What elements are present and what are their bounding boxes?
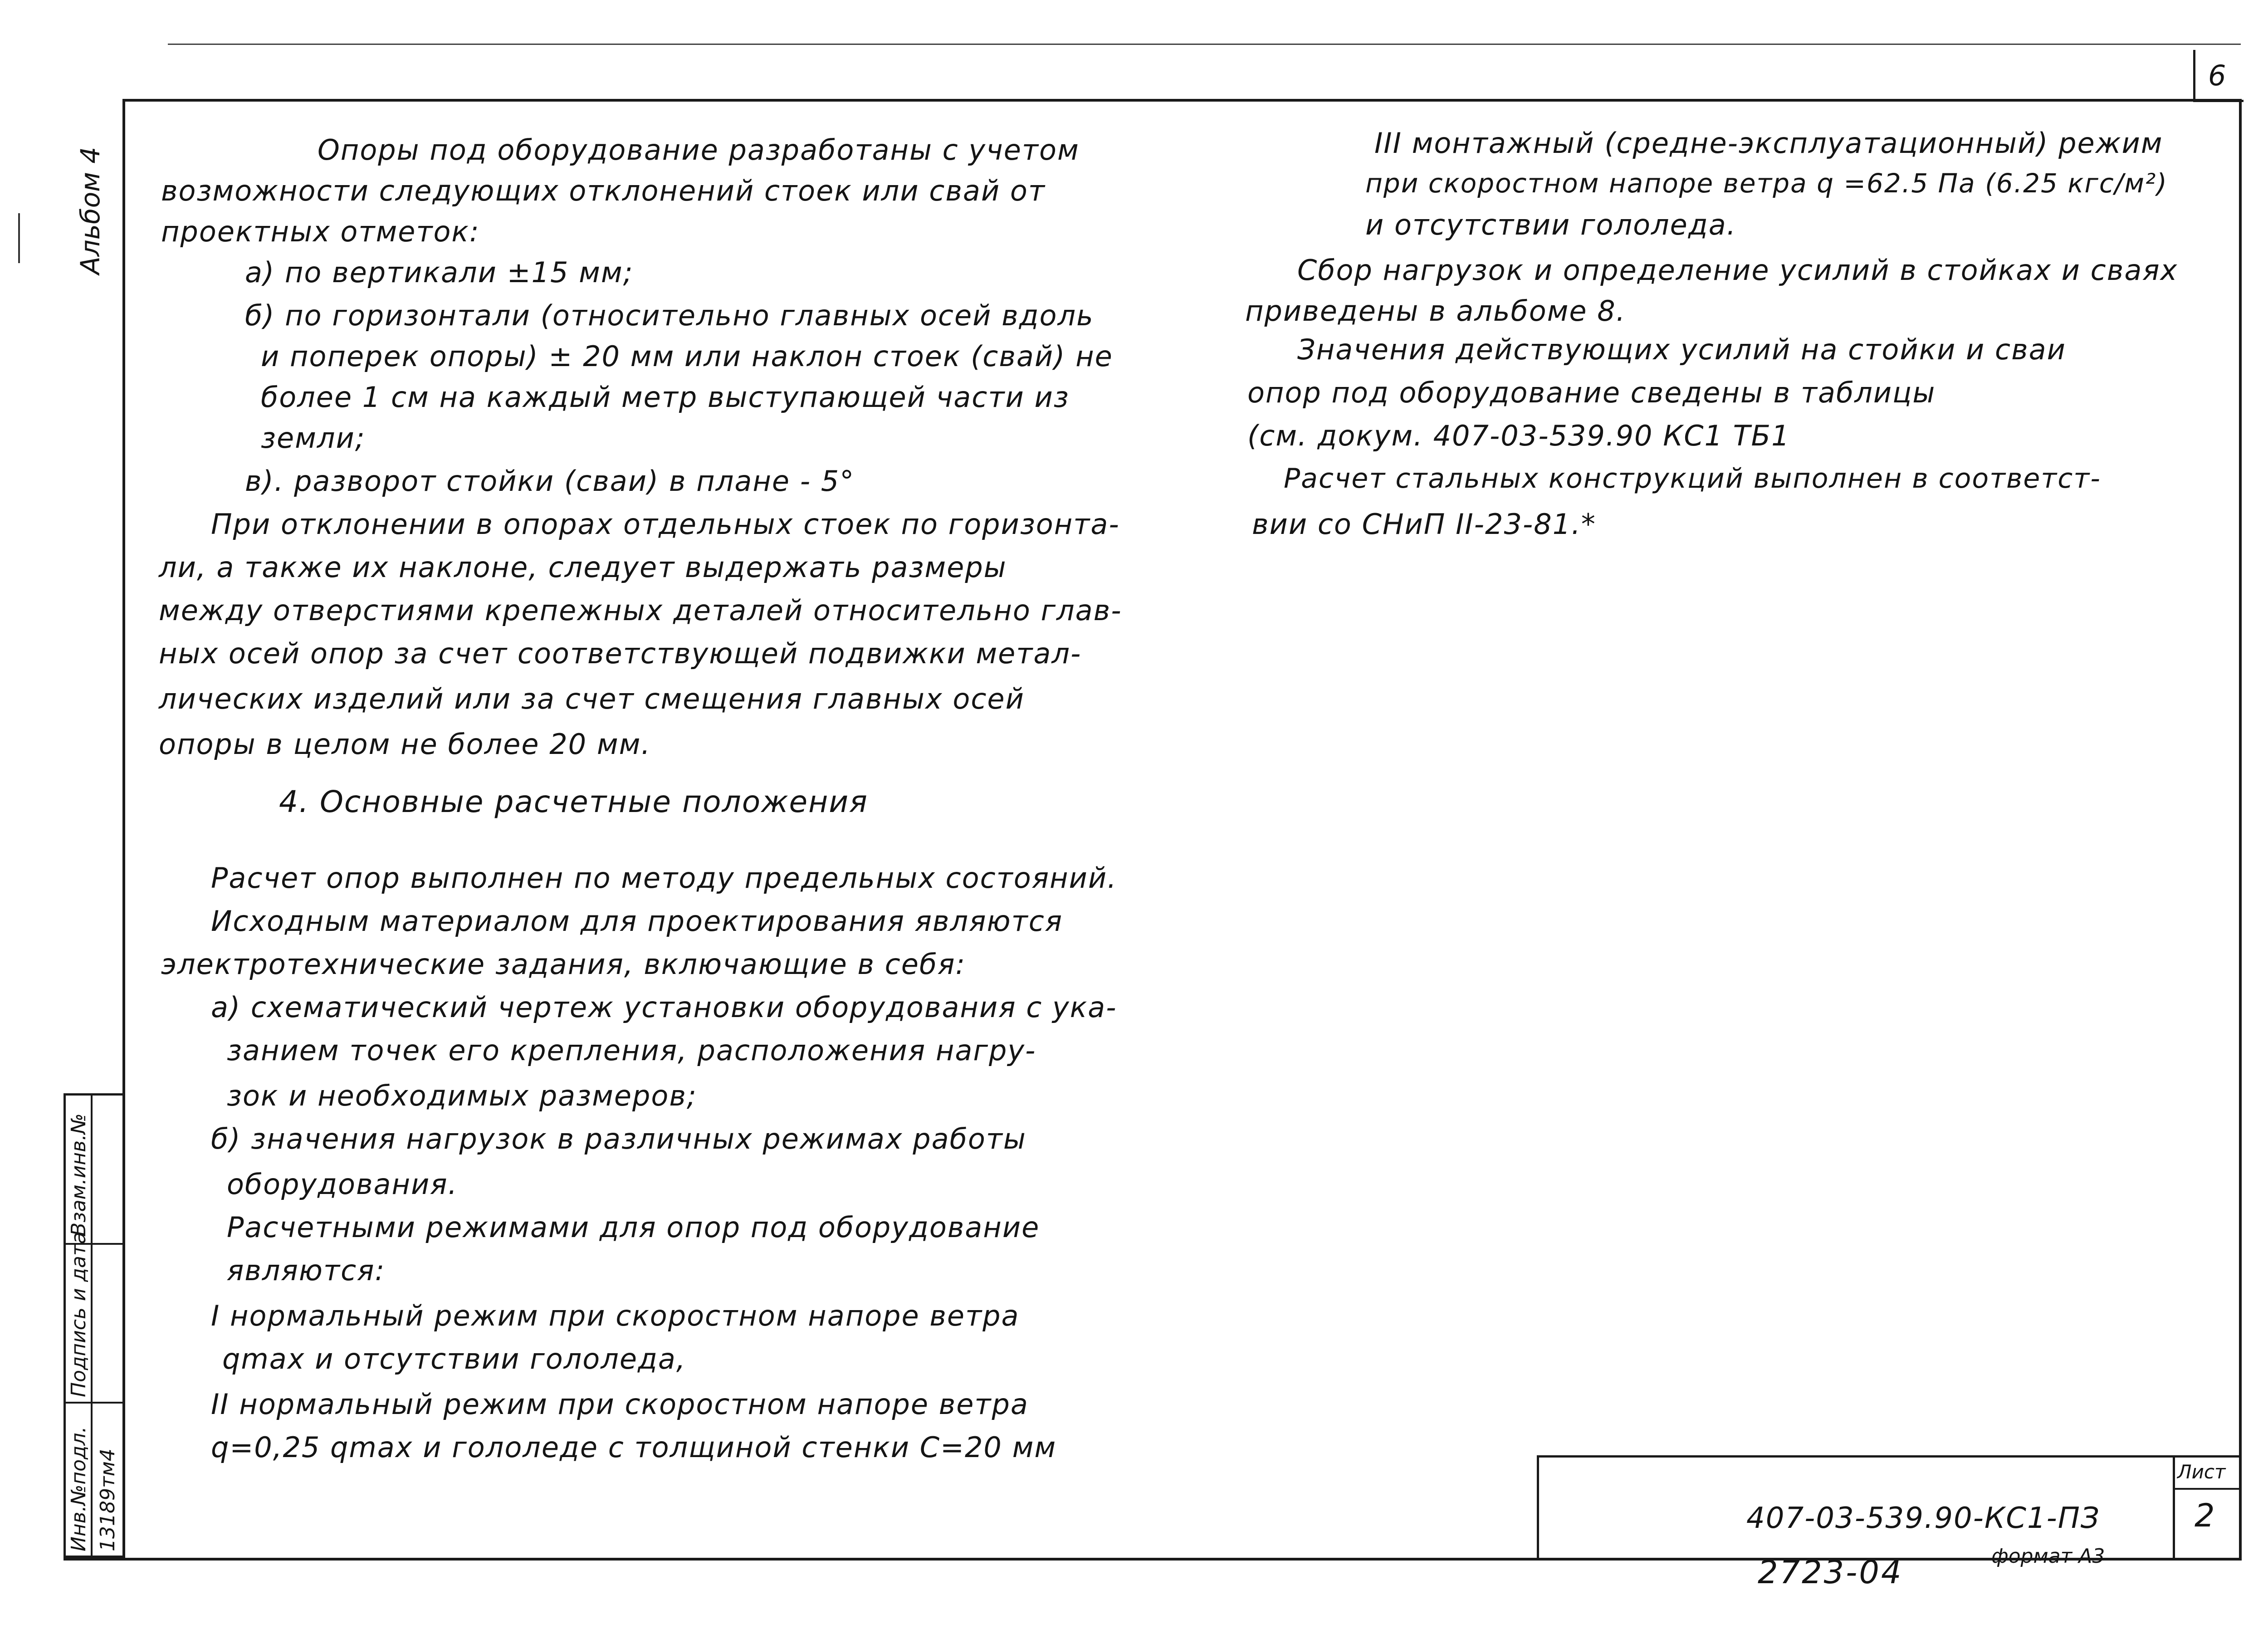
left-line-7: более 1 см на каждый метр выступающей части из — [261, 381, 1070, 414]
top-border-line — [168, 44, 2241, 45]
stamp-vzam: Взам.инв.№ — [67, 1113, 90, 1236]
stamp-divider-v — [91, 1093, 93, 1558]
frame-left — [122, 99, 125, 1561]
stamp-podpis: Подпись и дата — [67, 1232, 90, 1397]
left-line-9: в). разворот стойки (сваи) в плане - 5° — [245, 465, 855, 498]
right-line-3: и отсутствии гололеда. — [1365, 208, 1737, 241]
album-tick — [18, 213, 20, 263]
left2-line-7: б) значения нагрузок в различных режимах работы — [211, 1122, 1026, 1155]
left2-line-9: Расчетными режимами для опор под оборудование — [227, 1211, 1040, 1244]
left-line-2: возможности следующих отклонений стоек или свай от — [161, 174, 1046, 207]
document-code: 407-03-539.90-КС1-ПЗ — [1746, 1502, 2100, 1535]
left-line-1: Опоры под оборудование разработаны с учетом — [318, 133, 1080, 166]
left-line-15: опоры в целом не более 20 мм. — [159, 728, 651, 761]
left2-line-6: зок и необходимых размеров; — [227, 1079, 697, 1112]
left2-line-2: Исходным материалом для проектирования являются — [211, 905, 1063, 938]
copy-number: 2723-04 — [1758, 1554, 1903, 1591]
corner-page-number: 6 — [2208, 59, 2226, 92]
left2-line-12: qmax и отсутствии гололеда, — [222, 1342, 686, 1375]
stamp-inv-label: Инв.№подл. — [67, 1426, 90, 1551]
right-line-8: (см. докум. 407-03-539.90 КС1 ТБ1 — [1247, 419, 1790, 452]
left2-line-10: являются: — [227, 1254, 386, 1287]
left2-line-3: электротехнические задания, включающие в себя: — [161, 948, 966, 981]
left2-line-5: занием точек его крепления, расположения нагру- — [227, 1034, 1036, 1067]
left2-line-8: оборудования. — [227, 1168, 458, 1201]
left-line-13: ных осей опор за счет соответствующей подвижки метал- — [159, 637, 1082, 670]
stamp-divider-2 — [64, 1402, 122, 1404]
left-line-10: При отклонении в опорах отдельных стоек по горизонта- — [211, 508, 1120, 541]
left-line-12: между отверстиями крепежных деталей относительно глав- — [159, 594, 1122, 627]
section-heading: 4. Основные расчетные положения — [279, 784, 868, 819]
stamp-inv-value: 13189тм4 — [96, 1448, 119, 1551]
left-line-4: а) по вертикали ±15 мм; — [245, 256, 634, 289]
title-block-divider — [2173, 1455, 2175, 1561]
album-label: Альбом 4 — [75, 147, 106, 274]
frame-top — [122, 99, 2242, 102]
left-line-3: проектных отметок: — [161, 215, 480, 248]
left2-line-11: I нормальный режим при скоростном напоре ветра — [211, 1299, 1020, 1332]
right-line-5: приведены в альбоме 8. — [1245, 294, 1626, 328]
left2-line-1: Расчет опор выполнен по методу предельных состояний. — [211, 861, 1117, 895]
left-line-6: и поперек опоры) ± 20 мм или наклон стоек (свай) не — [261, 340, 1113, 373]
left-line-8: земли; — [261, 421, 366, 455]
left-line-5: б) по горизонтали (относительно главных осей вдоль — [245, 299, 1094, 332]
right-line-6: Значения действующих усилий на стойки и сваи — [1297, 333, 2066, 366]
right-line-2: при скоростном напоре ветра q =62.5 Па (6.25 кгс/м²) — [1365, 168, 2168, 199]
left2-line-13: II нормальный режим при скоростном напоре ветра — [211, 1388, 1029, 1421]
sheet-number: 2 — [2195, 1497, 2215, 1534]
right-line-7: опор под оборудование сведены в таблицы — [1247, 376, 1936, 409]
left2-line-14: q=0,25 qmax и гололеде с толщиной стенки С=20 мм — [211, 1431, 1057, 1464]
left-line-14: лических изделий или за счет смещения главных осей — [159, 682, 1025, 715]
right-line-10: вии со СНиП II-23-81.* — [1252, 508, 1596, 541]
title-block-sheet-divider — [2173, 1488, 2241, 1490]
right-line-9: Расчет стальных конструкций выполнен в соответст- — [1284, 463, 2101, 494]
right-line-4: Сбор нагрузок и определение усилий в стойках и сваях — [1297, 254, 2178, 287]
left2-line-4: а) схематический чертеж установки оборудования с ука- — [211, 991, 1117, 1024]
right-line-1: III монтажный (средне-эксплуатационный) режим — [1374, 127, 2163, 160]
format-label: формат А3 — [1991, 1545, 2105, 1568]
frame-right — [2239, 99, 2242, 1561]
left-line-11: ли, а также их наклоне, следует выдержать размеры — [159, 551, 1007, 584]
sheet-label: Лист — [2177, 1461, 2226, 1483]
